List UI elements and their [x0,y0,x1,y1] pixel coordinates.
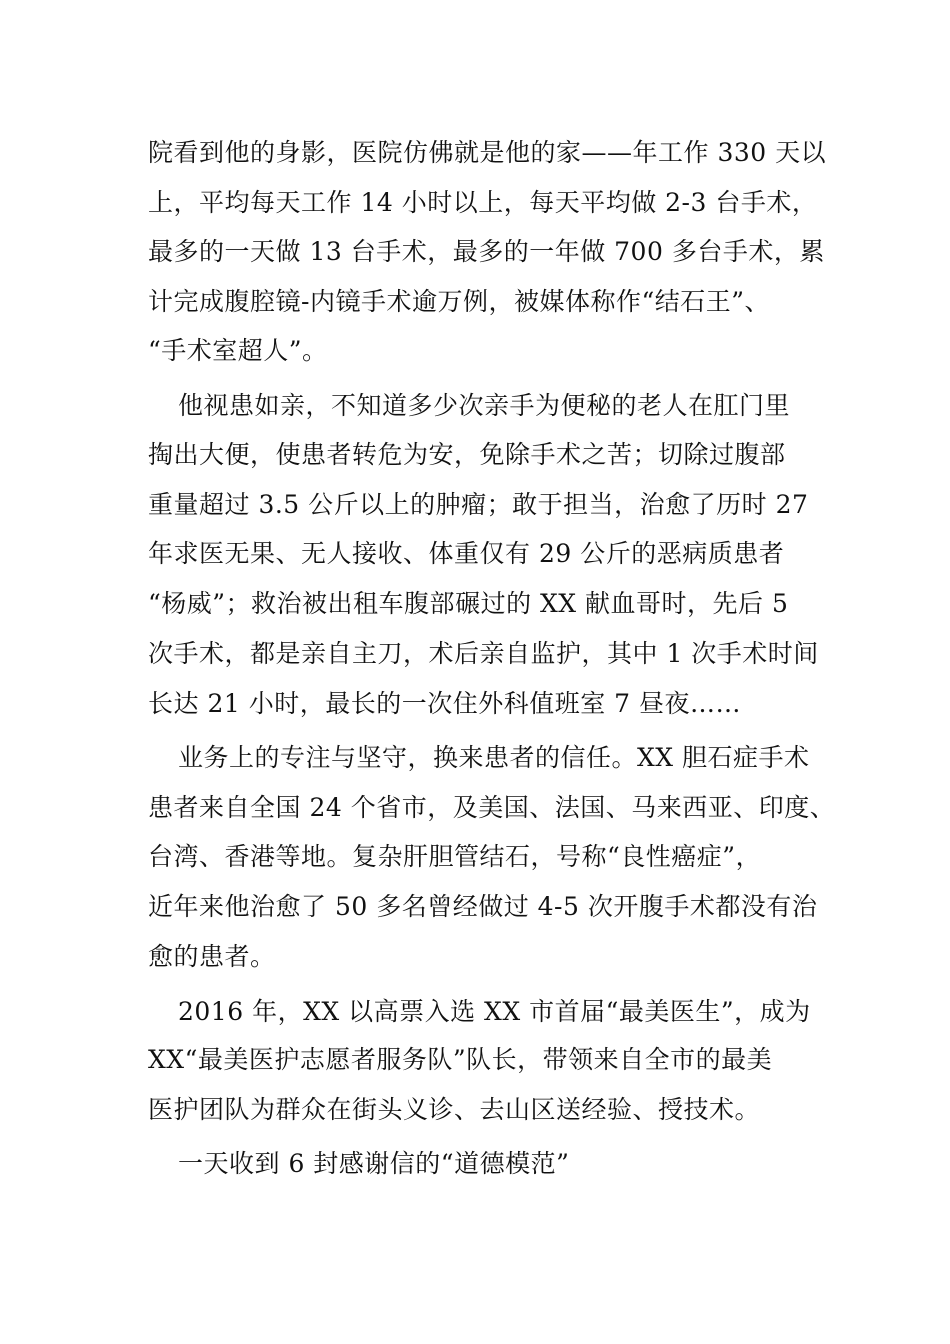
paragraph-2-line-4: 年求医无果、无人接收、体重仅有 29 公斤的恶病质患者 [148,539,785,568]
paragraph-2-line-7: 长达 21 小时，最长的一次住外科值班室 7 昼夜…… [148,689,742,718]
paragraph-3-line-3: 台湾、香港等地。复杂肝胆管结石，号称“良性癌症”， [148,842,762,871]
paragraph-4-line-1: 2016 年，XX 以高票入选 XX 市首届“最美医生”，成为 [178,997,811,1026]
paragraph-1-line-1: 院看到他的身影，医院仿佛就是他的家——年工作 330 天以 [148,138,827,167]
paragraph-1-line-4: 计完成腹腔镜-内镜手术逾万例，被媒体称作“结石王”、 [148,287,771,316]
paragraph-1-line-5: “手术室超人”。 [148,336,328,365]
section-heading: 一天收到 6 封感谢信的“道德模范” [178,1149,570,1178]
paragraph-2-line-6: 次手术，都是亲自主刀，术后亲自监护，其中 1 次手术时间 [148,639,819,668]
paragraph-2-line-1: 他视患如亲，不知道多少次亲手为便秘的老人在肛门里 [178,391,791,420]
paragraph-3-line-5: 愈的患者。 [148,942,276,971]
paragraph-2-line-5: “杨威”；救治被出租车腹部碾过的 XX 献血哥时，先后 5 [148,589,789,618]
paragraph-3-line-4: 近年来他治愈了 50 多名曾经做过 4-5 次开腹手术都没有治 [148,892,818,921]
paragraph-3-line-1: 业务上的专注与坚守，换来患者的信任。XX 胆石症手术 [178,743,810,772]
paragraph-4-line-2: XX“最美医护志愿者服务队”队长，带领来自全市的最美 [148,1045,773,1074]
paragraph-1-line-3: 最多的一天做 13 台手术，最多的一年做 700 多台手术，累 [148,237,825,266]
paragraph-3-line-2: 患者来自全国 24 个省市，及美国、法国、马来西亚、印度、 [148,793,836,822]
paragraph-2-line-3: 重量超过 3.5 公斤以上的肿瘤；敢于担当，治愈了历时 27 [148,490,809,519]
paragraph-2-line-2: 掏出大便，使患者转危为安，免除手术之苦；切除过腹部 [148,440,786,469]
paragraph-1-line-2: 上，平均每天工作 14 小时以上，每天平均做 2-3 台手术， [148,188,818,217]
paragraph-4-line-3: 医护团队为群众在街头义诊、去山区送经验、授技术。 [148,1095,761,1124]
